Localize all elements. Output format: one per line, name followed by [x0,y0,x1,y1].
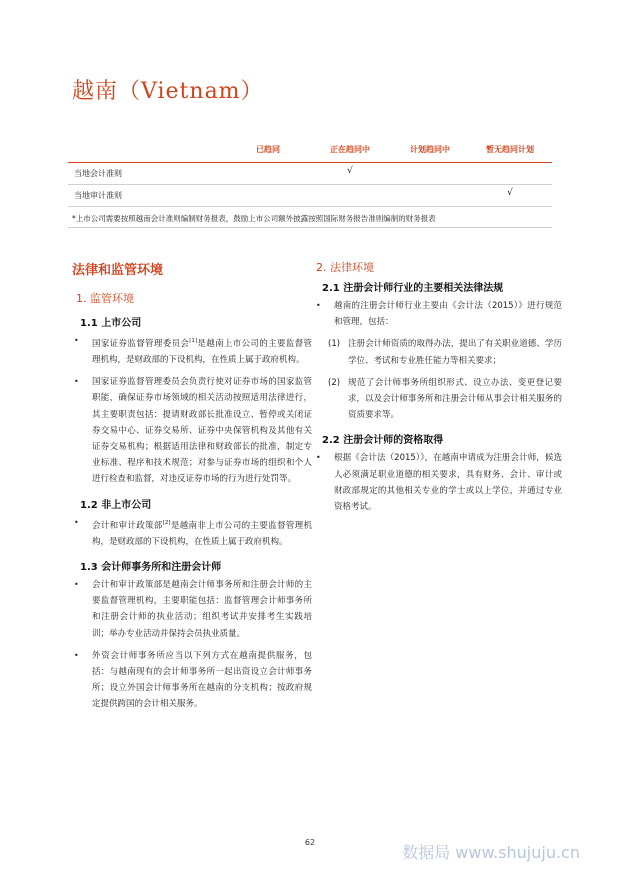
list-item [72,374,312,487]
item-text: 注册会计师资质的取得办法，提出了有关职业道德、学历学位、考试和专业胜任能力等相关要求； [348,339,562,366]
col-header-converging: 正在趋同中 [330,145,370,154]
row-label-accounting: 当地会计准则 [74,169,122,178]
left-column [72,259,312,719]
numbered-item [328,336,562,368]
bullet-text: 外资会计师事务所应当以下列方式在越南提供服务，包括：与越南现有的会计师事务所一起出资设立会计师事务所；设立外国会计师事务所在越南的分支机构；按政府规定提供跨国的会计相关服务。 [92,650,312,710]
bullet-text: 根据《会计法（2015）》，在越南申请成为注册会计师，候选人必须满足职业道德的相关要求，具有财务、会计、审计或财政部规定的其他相关专业的学士或以上学位，并通过专业资格考试。 [334,453,562,513]
list-item [72,577,312,642]
heading-qualification: 2.2 注册会计师的资格取得 [322,435,444,447]
col-header-planned: 计划趋同中 [410,145,450,154]
item-text: 规范了会计师事务所组织形式、设立办法、变更登记要求，以及会计师事务所和注册会计师从事会计相关服务的资质要求等。 [348,377,562,421]
heading-legal: 2. 法律环境 [316,261,374,274]
bullet-text: 是越南非上市公司的主要监督管理机构，是财政部的下设机构，在性质上属于政府机构。 [92,520,312,547]
bullet-text: 会计和审计政策部是越南会计师事务所和注册会计师的主要监督管理机构，主要职能包括：监督管理会计师事务所和注册会计师的执业活动；组织考试并安排考生实践培训；举办专业活动并保持会员执业质量。 [92,579,312,639]
check-mark: √ [507,188,513,198]
bullet-text: 是越南上市公司的主要监督管理机构，是财政部的下设机构，在性质上属于政府机构。 [92,338,312,366]
table-row [68,185,552,207]
numbered-item [328,375,562,424]
list-item [314,298,562,330]
col-header-converged: 已趋同 [256,145,280,154]
heading-regulatory: 1. 监管环境 [76,292,134,305]
list-item [72,333,312,368]
table-row [68,163,552,185]
bullet-icon: • [74,336,79,345]
list-item [72,648,312,713]
bullet-text: 会计和审计政策部 [92,520,163,531]
footnote-ref: [2] [162,519,171,526]
col-header-no-plan: 暂无趋同计划 [486,145,534,154]
bullet-icon: • [74,579,79,589]
bullet-text: 国家证券监督管理委员会负责行使对证券市场的国家监管职能，确保证券市场领域的相关活动按照适用法律进行，其主要职责包括：提请财政部长批准设立、暂停或关闭证券交易中心、证券交易所、证券中央保管机构及其他有关证券交易机构；根据适用法律和财政部长的批准，制定专业标准、程序和技术规范；对参与证券市场的组织和个人进行检查和监督，对违反证券市场的行为进行处罚等。 [92,377,312,485]
watermark: 数据局 www.shujuju.cn [402,843,580,862]
row-label-auditing: 当地审计准则 [74,191,122,200]
bullet-icon: • [74,650,79,660]
check-mark: √ [347,166,353,176]
heading-listed-companies: 1.1 上市公司 [80,318,142,329]
item-number: (1) [328,339,341,350]
page-number: 62 [304,838,316,847]
bullet-icon: • [74,377,79,387]
heading-unlisted-companies: 1.2 非上市公司 [80,499,152,511]
page-title: 越南（Vietnam） [72,79,264,104]
table-footnote: *上市公司需要按照越南会计准则编制财务报表，鼓励上市公司额外披露按照国际财务报告准则编制的财务报表 [68,207,552,228]
section-title: 法律和监管环境 [72,263,164,278]
bullet-icon: • [316,301,321,310]
bullet-icon: • [74,517,79,527]
list-item [72,515,312,550]
list-item [314,450,562,515]
bullet-icon: • [316,453,321,463]
footnote-ref: [1] [189,338,198,344]
table-header [68,141,552,163]
bullet-text: 国家证券监督管理委员会 [92,338,190,349]
convergence-table [68,141,552,228]
right-column [314,259,562,521]
bullet-text: 越南的注册会计师行业主要由《会计法（2015）》进行规范和管理，包括： [334,301,562,328]
item-number: (2) [328,377,341,388]
heading-accounting-firms: 1.3 会计师事务所和注册会计师 [80,561,222,573]
heading-laws: 2.1 注册会计师行业的主要相关法律法规 [322,283,504,294]
